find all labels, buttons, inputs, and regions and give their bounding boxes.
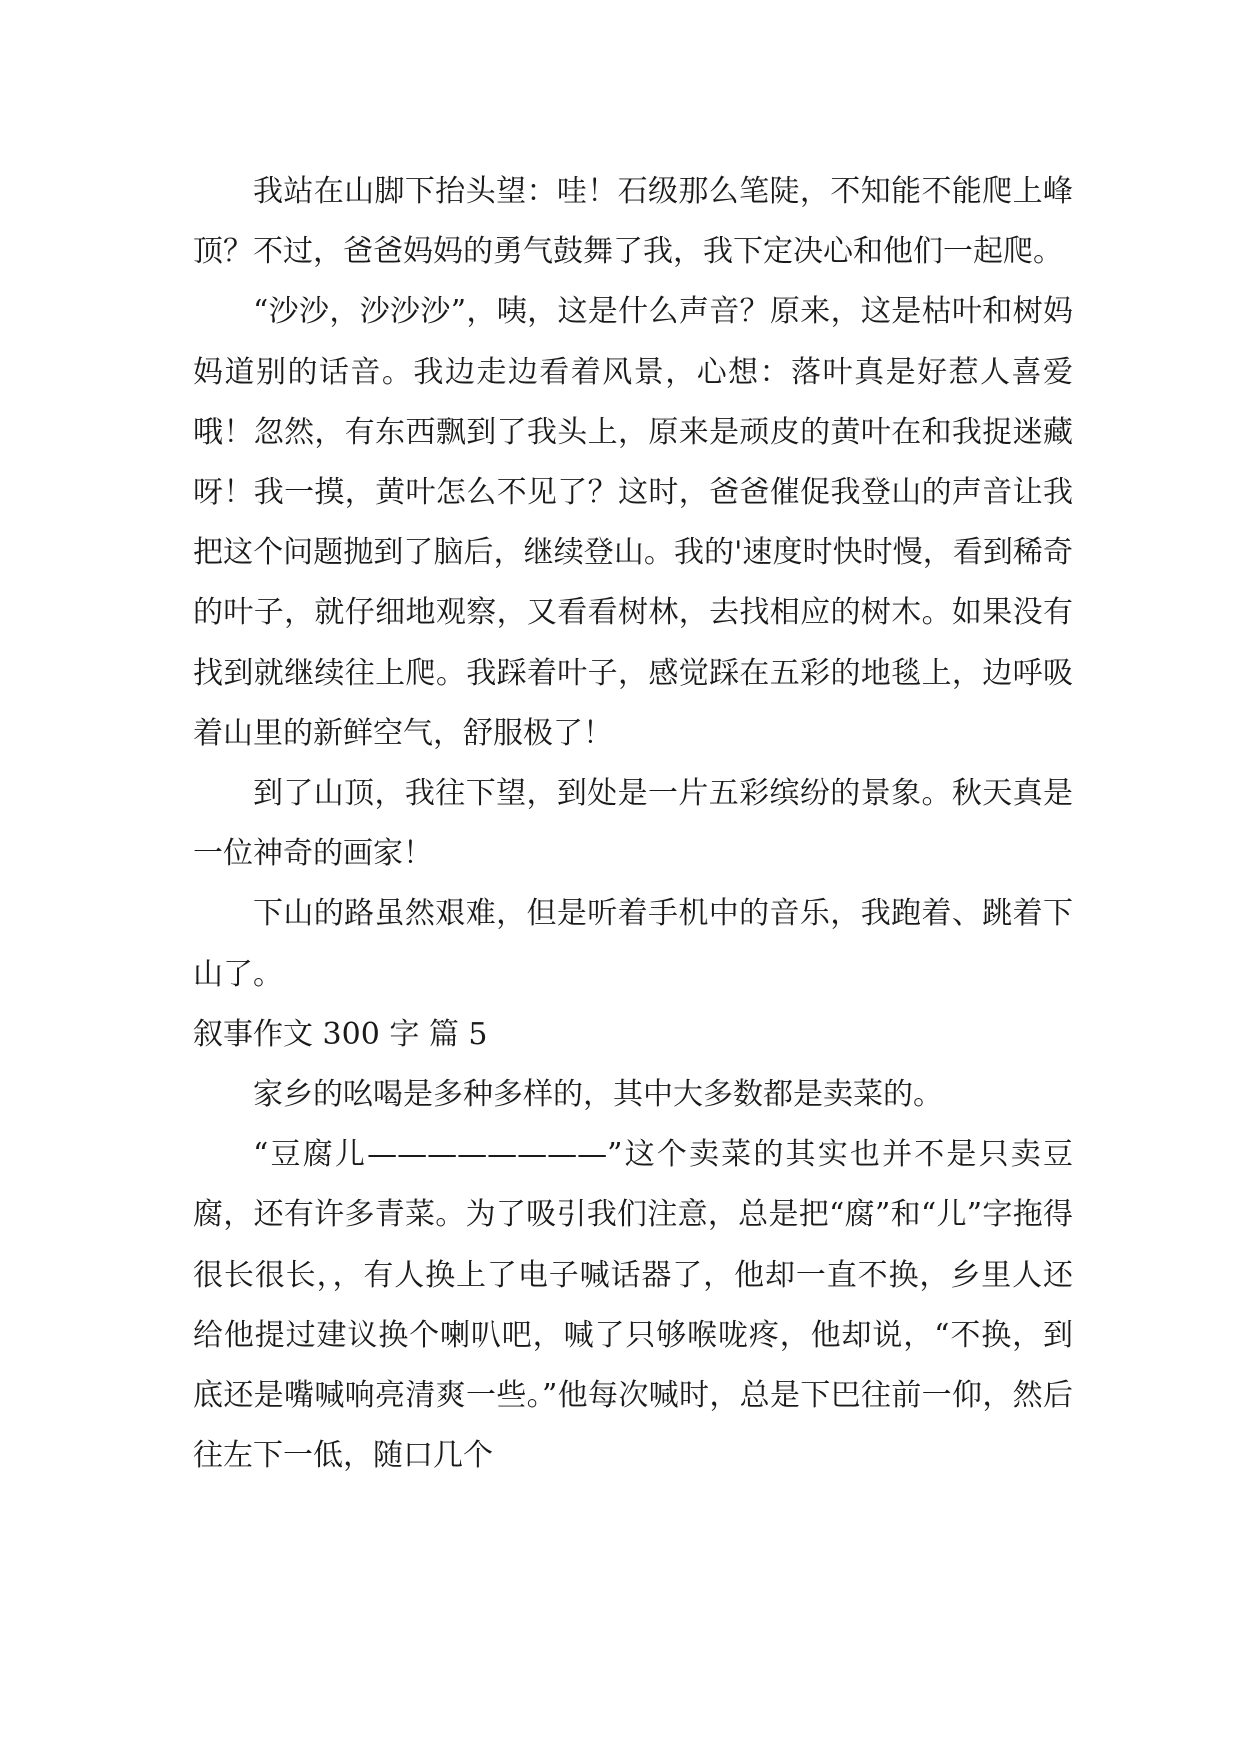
document-page <box>193 162 1073 1486</box>
paragraph: 家乡的吆喝是多种多样的，其中大多数都是卖菜的。 <box>253 1077 943 1113</box>
section-heading: 叙事作文 300 字 篇 5 <box>193 1016 488 1052</box>
paragraph: 下山的路虽然艰难，但是听着手机中的音乐，我跑着、跳着下山了。 <box>193 896 1073 992</box>
paragraph: 我站在山脚下抬头望：哇！石级那么笔陡，不知能不能爬上峰顶？不过，爸爸妈妈的勇气鼓舞了我，我下定决心和他们一起爬。 <box>193 174 1073 270</box>
paragraph: “沙沙，沙沙沙”，咦，这是什么声音？原来，这是枯叶和树妈妈道别的话音。我边走边看着风景，心想：落叶真是好惹人喜爱哦！忽然，有东西飘到了我头上，原来是顽皮的黄叶在和我捉迷藏呀！我一摸，黄叶怎么不见了？这时，爸爸催促我登山的声音让我把这个问题抛到了脑后，继续登山。我的'速度时快时慢，看到稀奇的叶子，就仔细地观察，又看看树林，去找相应的树木。如果没有找到就继续往上爬。我踩着叶子，感觉踩在五彩的地毯上，边呼吸着山里的新鲜空气，舒服极了！ <box>193 294 1073 751</box>
paragraph: “豆腐儿————————”这个卖菜的其实也并不是只卖豆腐，还有许多青菜。为了吸引我们注意，总是把“腐”和“儿”字拖得很长很长，，有人换上了电子喊话器了，他却一直不换，乡里人还给他提过建议换个喇叭吧，喊了只够喉咙疼，他却说，“不换，到底还是嘴喊响亮清爽一些。”他每次喊时，总是下巴往前一仰，然后往左下一低，随口几个 <box>193 1137 1073 1474</box>
paragraph: 到了山顶，我往下望，到处是一片五彩缤纷的景象。秋天真是一位神奇的画家！ <box>193 776 1073 872</box>
